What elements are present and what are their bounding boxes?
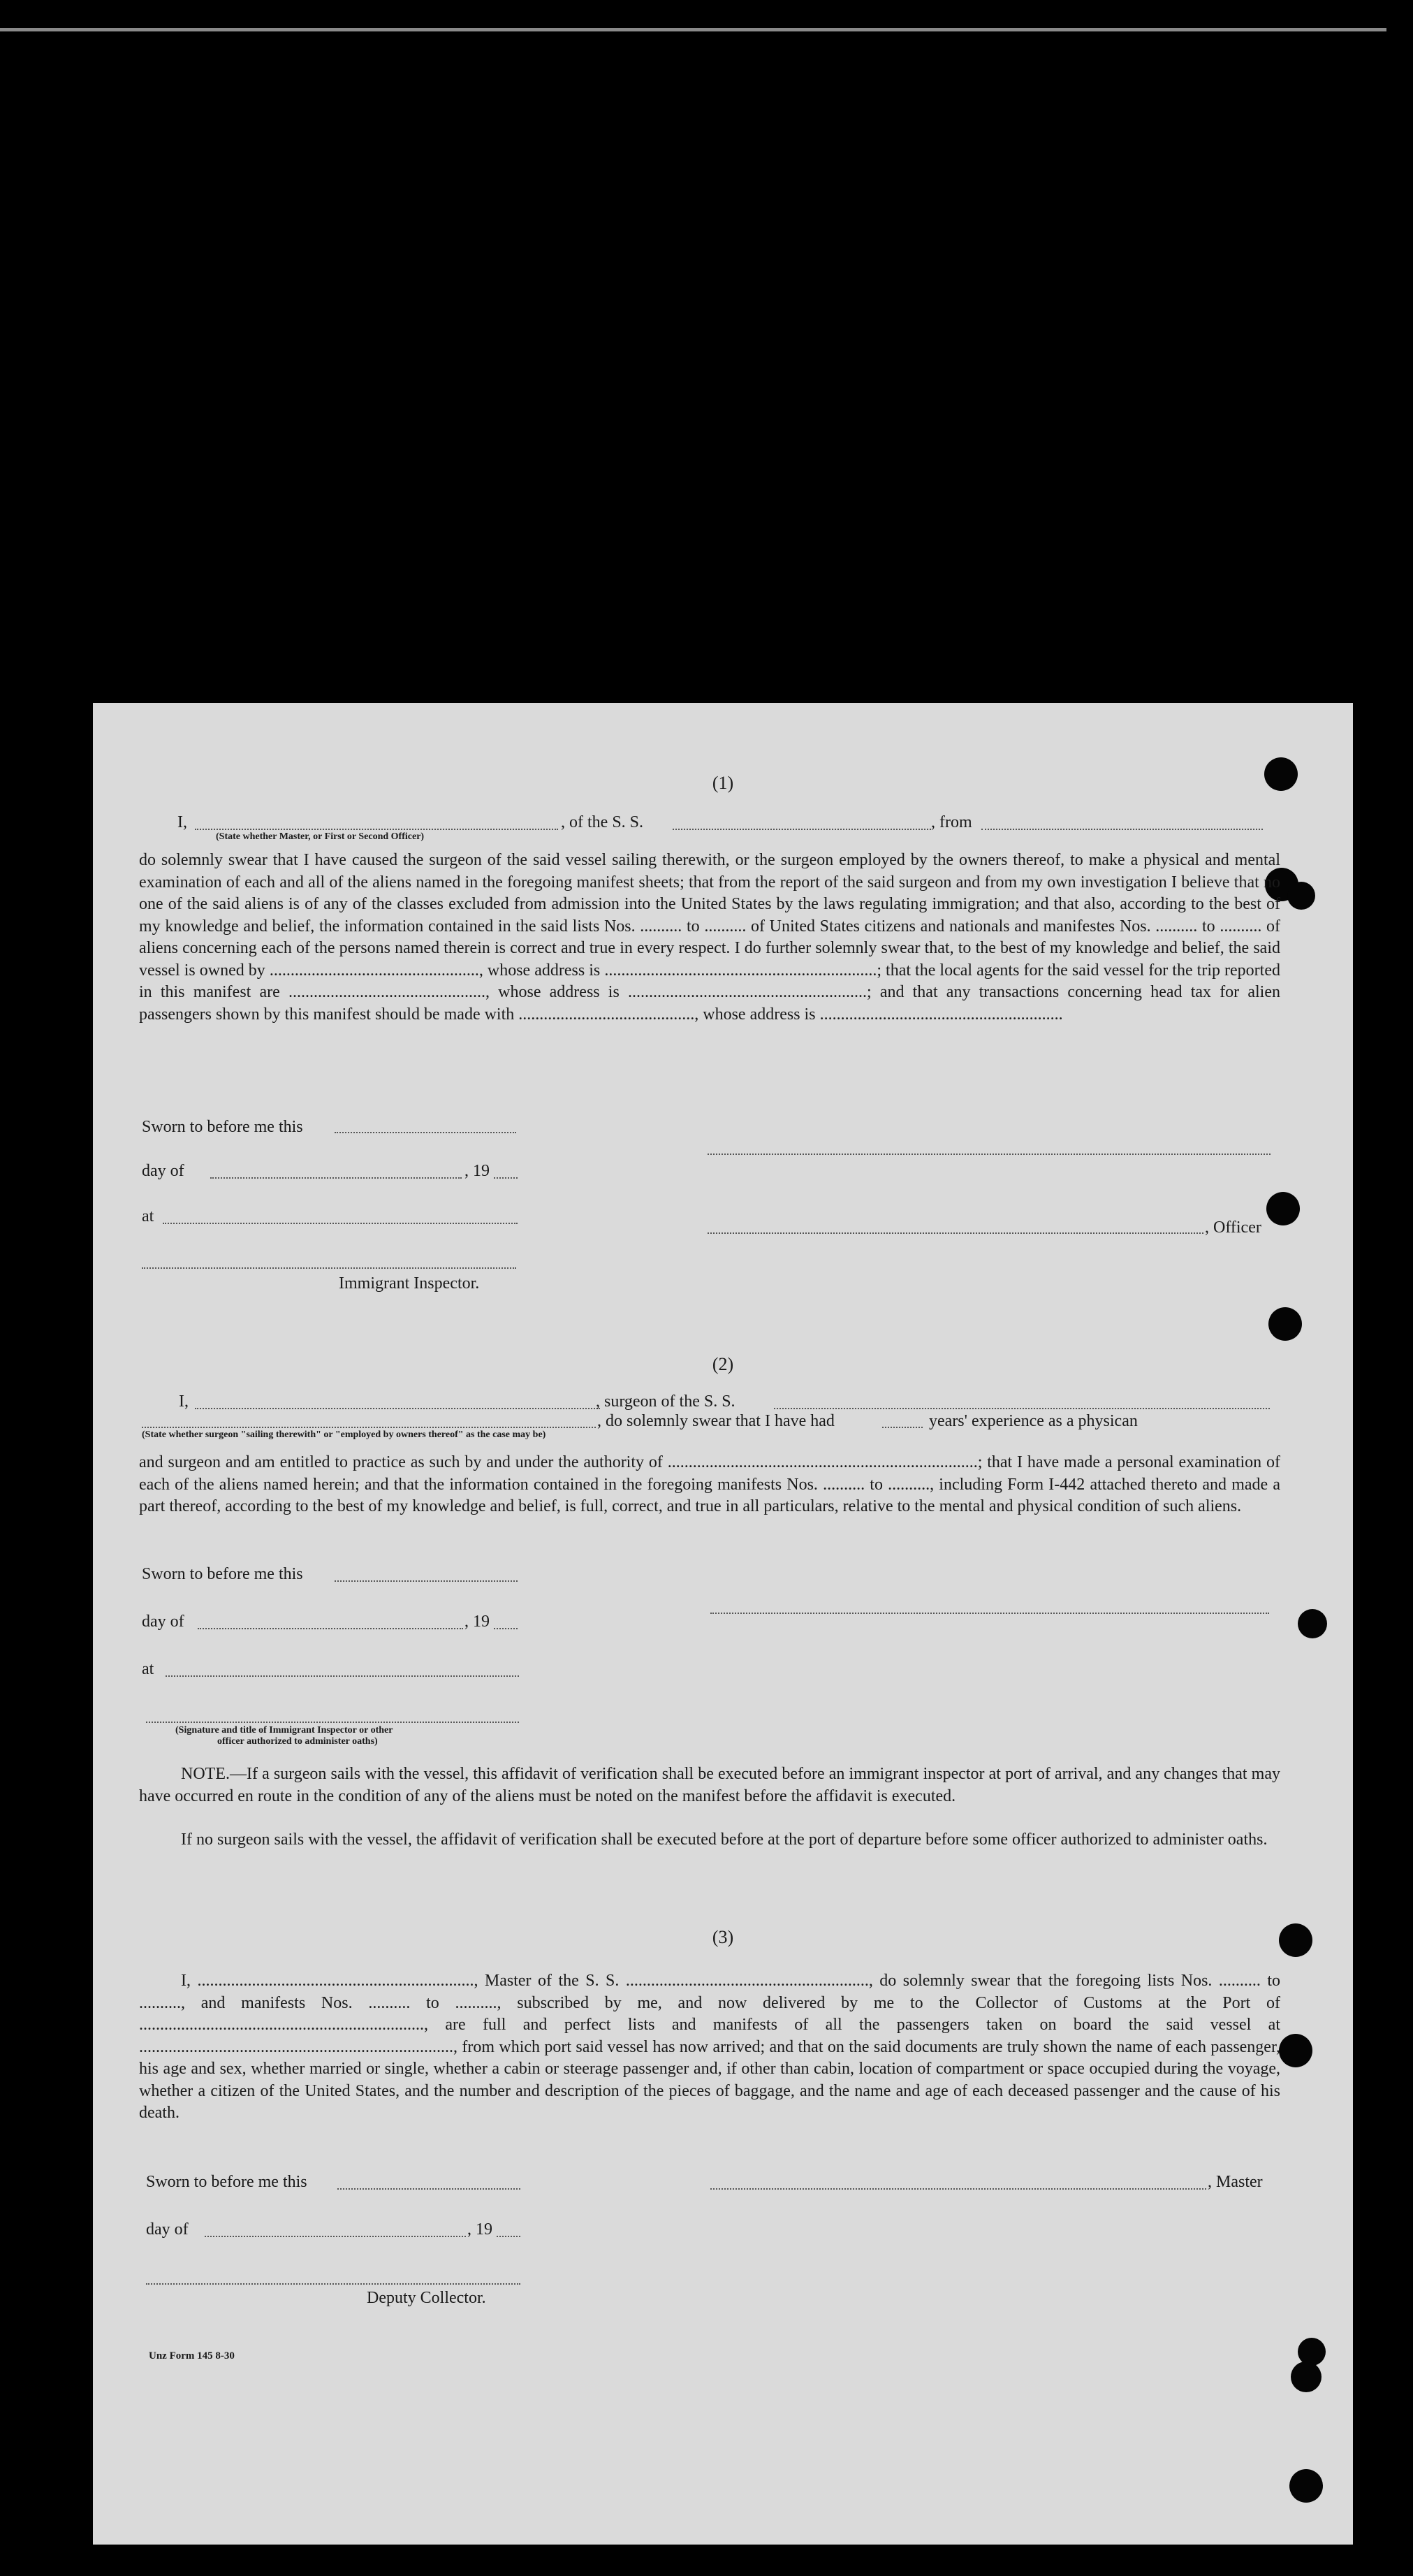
section-1-sworn-line — [335, 1132, 516, 1133]
section-1-signature-line — [708, 1154, 1271, 1155]
section-2-vessel-line — [774, 1408, 1270, 1409]
surgeon-note-1: NOTE.—If a surgeon sails with the vessel, this affidavit of verification shall be executed before an immigrant inspector at port of arrival, and any changes that may have occurred en route in the condition of any of the aliens must be noted on the manifest before the affidavit is executed. — [139, 1765, 1280, 1805]
section-2-signature-line — [710, 1613, 1269, 1614]
inspector-label: Immigrant Inspector. — [339, 1274, 480, 1293]
master-signature-line — [710, 2188, 1206, 2190]
top-rule — [0, 28, 1386, 31]
surgeon-name-line — [195, 1408, 600, 1409]
section-2-year-line — [494, 1628, 518, 1629]
section-1-year-line — [494, 1177, 518, 1179]
official-signature-caption-2: officer authorized to administer oaths) — [217, 1736, 378, 1747]
section-1-i-label: I, — [177, 813, 187, 831]
section-3-day-line — [205, 2236, 466, 2237]
section-1-year-label: , 19 — [464, 1162, 490, 1180]
section-2-at-line — [166, 1675, 519, 1677]
inspector-signature-line — [142, 1267, 516, 1269]
section-2-i-label: I, — [179, 1392, 189, 1411]
from-label: , from — [931, 813, 972, 831]
officer-line — [708, 1232, 1203, 1234]
punch-hole — [1268, 1307, 1302, 1341]
section-2-official-signature-line — [146, 1722, 519, 1723]
vessel-name-line — [673, 829, 931, 830]
punch-hole — [1266, 1192, 1300, 1225]
officer-label: , Officer — [1205, 1218, 1261, 1237]
punch-hole — [1298, 1609, 1327, 1638]
surgeon-status-caption: (State whether surgeon "sailing therewith" or "employed by owners thereof" as the case may be) — [142, 1429, 546, 1440]
collector-signature-line — [146, 2283, 520, 2285]
master-name-line — [195, 829, 558, 830]
section-1-day-label: day of — [142, 1162, 184, 1180]
section-2-number: (2) — [712, 1354, 734, 1374]
section-3-oath-text: I, .................................................................., Master of the S. S. .........................................................., do solemnly swear that the foregoing lists Nos. .......... to .........., and manifests Nos. .......... to .........., subscribed by me, and now delivered by me to the Collector of Customs at the Port of ...................................................................., are full and perfect lists and manifests of all the passengers taken on board the said vessel at ..........................................................................., from which port said vessel has now arrived; and that on the said documents are truly shown the name of each passenger, his age and sex, whether married or single, whether a cabin or steerage passenger and, if other than cabin, location of compartment or space occupied during the voyage, whether a citizen of the United States, and the number and description of the pieces of baggage, and the name and age of each deceased passenger and the cause of his death. — [139, 1972, 1280, 2122]
section-2-sworn-label: Sworn to before me this — [142, 1565, 303, 1583]
section-3-day-label: day of — [146, 2220, 189, 2239]
master-rank-caption: (State whether Master, or First or Second Officer) — [216, 831, 425, 842]
section-3-number: (3) — [712, 1927, 734, 1947]
manifest-verification-sheet — [93, 703, 1353, 2545]
section-1-at-label: at — [142, 1207, 154, 1225]
section-3-year-label: , 19 — [467, 2220, 492, 2239]
section-2-oath-text: and surgeon and am entitled to practice as such by and under the authority of ..........................................................................; that I have made a personal examination of each of the aliens named herein; and that the information contained in the foregoing manifests Nos. .......... to .........., including Form I-442 attached thereto and made a part thereof, according to the best of my knowledge and belief, is full, correct, and true in all particulars, relative to the mental and physical condition of such aliens. — [139, 1453, 1280, 1515]
section-2-day-line — [198, 1628, 463, 1629]
punch-hole — [1291, 2362, 1322, 2392]
years-experience-label: years' experience as a physican — [929, 1412, 1138, 1430]
form-identifier: Unz Form 145 8-30 — [149, 2350, 235, 2362]
surgeon-swear-label: , do solemnly swear that I have had — [597, 1412, 835, 1430]
section-1-at-line — [163, 1223, 518, 1224]
surgeon-of-label: , surgeon of the S. S. — [596, 1392, 735, 1411]
official-signature-caption-1: (Signature and title of Immigrant Inspector or other — [175, 1725, 393, 1735]
years-experience-line — [882, 1427, 923, 1428]
master-label: , Master — [1208, 2173, 1263, 2191]
punch-hole — [1287, 882, 1315, 910]
of-ss-label: , of the S. S. — [561, 813, 644, 831]
section-1-day-line — [210, 1177, 462, 1179]
section-2-year-label: , 19 — [464, 1613, 490, 1631]
punch-hole — [1279, 2034, 1312, 2067]
surgeon-status-line — [142, 1427, 596, 1428]
collector-label: Deputy Collector. — [367, 2289, 486, 2307]
section-2-sworn-line — [335, 1580, 518, 1582]
section-1-oath-text: do solemnly swear that I have caused the surgeon of the said vessel sailing therewith, or the surgeon employed by the owners thereof, to make a physical and mental examination of each and all of the aliens named in the foregoing manifest sheets; that from the report of the said surgeon and from my own investigation I believe that no one of the said aliens is of any of the classes excluded from admission into the United States by the laws regulating immigration; and that also, according to the best of my knowledge and belief, the information contained in the said lists Nos. .......... to .......... of United States citizens and nationals and manifestes Nos. .......... to .......... of aliens concerning each of the persons named therein is correct and true in every respect. I do further solemnly swear that, to the best of my knowledge and belief, the said vessel is owned by .................................................., whose address is .................................................................; that the local agents for the said vessel for the trip reported in this manifest are ..............................................., whose address is .........................................................; and that any transactions concerning head tax for alien passengers shown by this manifest should be made with .........................................., whose address is .......................................................... — [139, 851, 1280, 1024]
section-1-number: (1) — [712, 773, 734, 793]
surgeon-note-2: If no surgeon sails with the vessel, the affidavit of verification shall be executed before at the port of departure before some officer authorized to administer oaths. — [181, 1831, 1268, 1849]
section-3-sworn-line — [337, 2188, 520, 2190]
section-2-at-label: at — [142, 1660, 154, 1678]
section-3-year-line — [497, 2236, 520, 2237]
departure-port-line — [981, 829, 1263, 830]
section-2-day-label: day of — [142, 1613, 184, 1631]
section-3-sworn-label: Sworn to before me this — [146, 2173, 307, 2191]
section-1-sworn-label: Sworn to before me this — [142, 1118, 303, 1136]
punch-hole — [1289, 2469, 1323, 2503]
